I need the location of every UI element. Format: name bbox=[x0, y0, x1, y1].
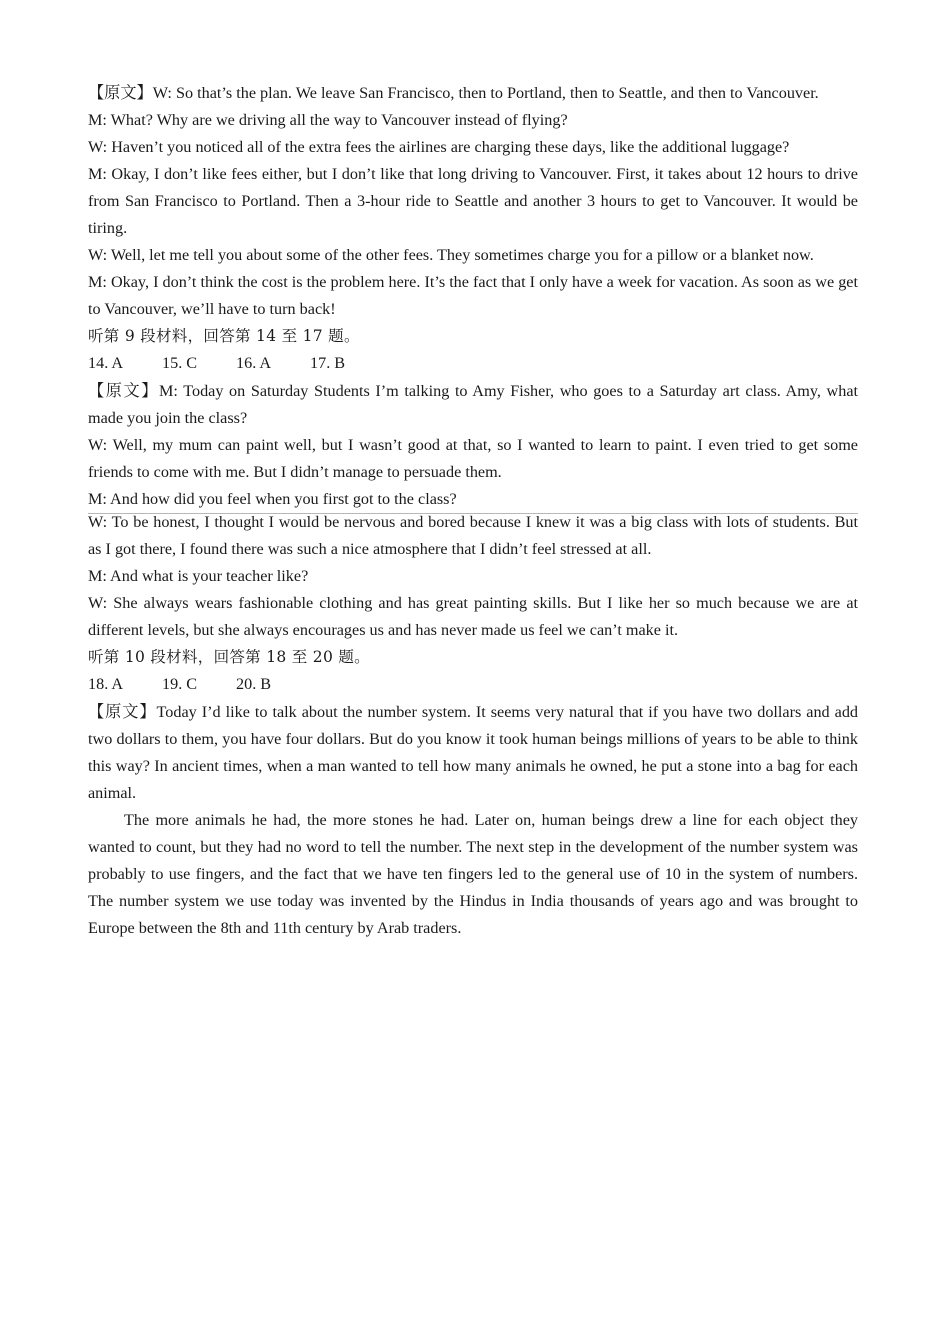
transcript-line: W: Well, let me tell you about some of the other fees. They sometimes charge you for a pillow or a blanket now. bbox=[88, 246, 814, 264]
transcript-line bbox=[88, 79, 858, 107]
original-text-tag: 【原文】 bbox=[88, 381, 160, 400]
answer-item: 15. C bbox=[162, 354, 198, 372]
transcript-line: M: Okay, I don’t think the cost is the problem here. It’s the fact that I only have a week for vacation. As soon as we get to Vancouver, we’ll have to turn back! bbox=[88, 273, 858, 318]
transcript-line: W: She always wears fashionable clothing and has great painting skills. But I like her so much because we are at different levels, but she always encourages us and has never made us feel we can’t make it. bbox=[88, 594, 858, 639]
dialogue-text: M: Today on Saturday Students I’m talking to Amy Fisher, who goes to a Saturday art class. Amy, what made you join the class? bbox=[88, 382, 859, 427]
transcript-paragraph: The more animals he had, the more stones he had. Later on, human beings drew a line for each object they wanted to count, but they had no word to tell the number. The next step in the development of the number system was probably to use fingers, and the fact that we have ten fingers led to the general use of 10 in the system of numbers. The number system we use today was invented by the Hindus in India thousands of years ago and was brought to Europe between the 8th and 11th century by Arab traders. bbox=[88, 811, 858, 937]
answer-item: 14. A bbox=[88, 354, 124, 372]
answer-item: 20. B bbox=[236, 675, 272, 693]
transcript-line: W: Haven’t you noticed all of the extra fees the airlines are charging these days, like the additional luggage? bbox=[88, 138, 790, 156]
transcript-line: M: And how did you feel when you first got to the class? bbox=[88, 490, 457, 508]
answer-item: 17. B bbox=[310, 354, 346, 372]
dialogue-text: W: So that’s the plan. We leave San Francisco, then to Portland, then to Seattle, and then to Vancouver. bbox=[152, 84, 819, 102]
answer-item: 18. A bbox=[88, 675, 124, 693]
answer-item: 16. A bbox=[236, 354, 272, 372]
transcript-line: M: Okay, I don’t like fees either, but I don’t like that long driving to Vancouver. First, it takes about 12 hours to drive from San Francisco to Portland. Then a 3-hour ride to Seattle and another 3 hours to get to Vancouver. It would be tiring. bbox=[88, 165, 858, 237]
monologue-text: Today I’d like to talk about the number system. It seems very natural that if you have two dollars and add two dollars to them, you have four dollars. But do you know it took human beings millions of years to be able to think this way? In ancient times, when a man wanted to tell how many animals he owned, he put a stone into a bag for each animal. bbox=[88, 703, 859, 802]
answer-key bbox=[88, 350, 858, 377]
section-heading: 听第 10 段材料，回答第 18 至 20 题。 bbox=[88, 648, 370, 666]
document-page bbox=[88, 79, 858, 942]
transcript-line: M: What? Why are we driving all the way to Vancouver instead of flying? bbox=[88, 111, 568, 129]
transcript-line: M: And what is your teacher like? bbox=[88, 567, 309, 585]
answer-item: 19. C bbox=[162, 675, 198, 693]
transcript-line: W: Well, my mum can paint well, but I wasn’t good at that, so I wanted to learn to paint. I even tried to get some friends to come with me. But I didn’t manage to persuade them. bbox=[88, 436, 858, 481]
section-heading: 听第 9 段材料，回答第 14 至 17 题。 bbox=[88, 327, 360, 345]
transcript-line: W: To be honest, I thought I would be nervous and bored because I knew it was a big class with lots of students. But as I got there, I found there was such a nice atmosphere that I didn’t feel stressed at all. bbox=[88, 513, 858, 558]
original-text-tag: 【原文】 bbox=[88, 702, 157, 721]
answer-key bbox=[88, 671, 858, 698]
transcript-paragraph bbox=[88, 698, 858, 807]
transcript-line bbox=[88, 377, 858, 432]
original-text-tag: 【原文】 bbox=[88, 83, 153, 102]
